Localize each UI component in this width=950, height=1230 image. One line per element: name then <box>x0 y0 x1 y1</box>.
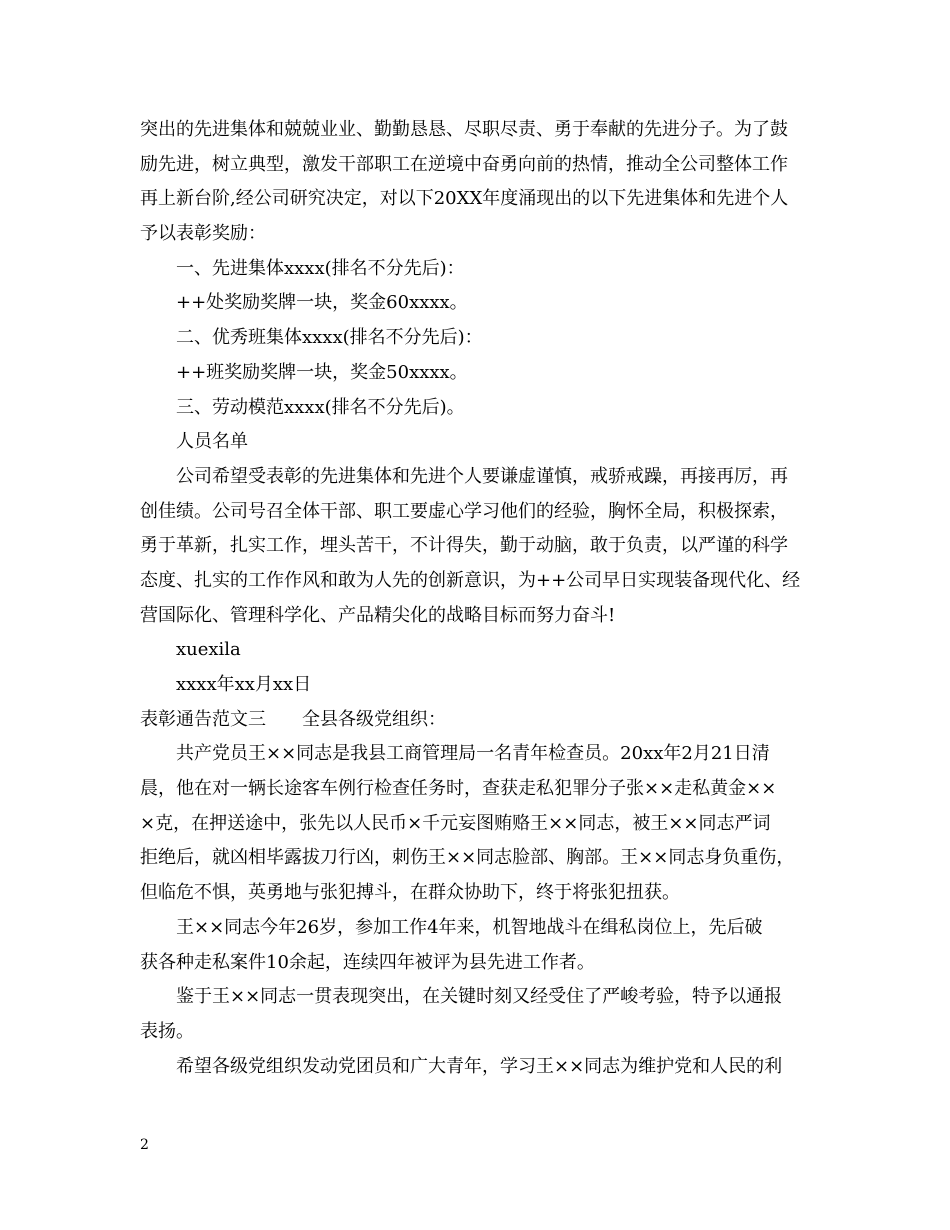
text-line <box>140 252 820 287</box>
text-line <box>140 356 820 391</box>
text-line-content: ++处奖励奖牌一块，奖金60xxxx。 <box>176 292 468 314</box>
text-line-content: 再上新台阶,经公司研究决定，对以下20XX年度涌现出的以下先进集体和先进个人 <box>140 188 789 210</box>
text-line <box>140 425 820 460</box>
text-line-content: 表扬。 <box>140 1020 194 1042</box>
text-line <box>140 391 820 426</box>
text-line-content: 二、优秀班集体xxxx(排名不分先后)： <box>176 327 483 349</box>
text-line-content: 励先进，树立典型，激发干部职工在逆境中奋勇向前的热情，推动全公司整体工作 <box>140 153 788 175</box>
text-line <box>140 113 820 148</box>
text-line-content: 获各种走私案件10余起，连续四年被评为县先进工作者。 <box>140 951 595 973</box>
text-line-content: 晨，他在对一辆长途客车例行检查任务时，查获走私犯罪分子张××走私黄金×× <box>140 778 777 800</box>
text-line <box>140 529 820 564</box>
text-line-content: 予以表彰奖励： <box>140 223 266 245</box>
text-line <box>140 1015 820 1050</box>
text-line <box>140 182 820 217</box>
text-line-content: 王××同志今年26岁，参加工作4年来，机智地战斗在缉私岗位上，先后破 <box>176 916 763 938</box>
text-line <box>140 148 820 183</box>
text-line <box>140 841 820 876</box>
text-line-content: 表彰通告范文三 <box>140 708 266 730</box>
text-line-content: ++班奖励奖牌一块，奖金50xxxx。 <box>176 361 468 383</box>
text-line <box>140 772 820 807</box>
text-line-content: 共产党员王××同志是我县工商管理局一名青年检查员。20xx年2月21日清 <box>176 743 770 765</box>
text-line-tail: 全县各级党组织： <box>302 708 446 730</box>
text-line-content: 突出的先进集体和兢兢业业、勤勤恳恳、尽职尽责、勇于奉献的先进分子。为了鼓 <box>140 119 788 140</box>
text-line-content: 鉴于王××同志一贯表现突出，在关键时刻又经受住了严峻考验，特予以通报 <box>176 986 783 1008</box>
text-line-content: xxxx年xx月xx日 <box>176 674 312 695</box>
page-number: 2 <box>140 1137 149 1153</box>
text-line <box>140 460 820 495</box>
text-line-content: 三、劳动模范xxxx(排名不分先后)。 <box>176 396 465 418</box>
text-line <box>140 495 820 530</box>
text-line <box>140 668 820 703</box>
text-line <box>140 286 820 321</box>
text-line-content: 一、先进集体xxxx(排名不分先后)： <box>176 257 465 279</box>
text-line <box>140 911 820 946</box>
text-line-content: 创佳绩。公司号召全体干部、职工要虚心学习他们的经验，胸怀全局，积极探索， <box>140 500 788 522</box>
document-body <box>140 113 820 1084</box>
text-line <box>140 703 820 738</box>
text-line-content: 勇于革新，扎实工作，埋头苦干，不计得失，勤于动脑，敢于负责，以严谨的科学 <box>140 535 788 557</box>
text-line-content: 营国际化、管理科学化、产品精尖化的战略目标而努力奋斗! <box>140 604 616 626</box>
text-line <box>140 1050 820 1085</box>
text-line-content: 态度、扎实的工作作风和敢为人先的创新意识，为++公司早日实现装备现代化、经 <box>140 569 801 591</box>
text-line-content: 但临危不惧，英勇地与张犯搏斗，在群众协助下，终于将张犯扭获。 <box>140 882 680 904</box>
text-line <box>140 321 820 356</box>
text-line <box>140 633 820 668</box>
text-line <box>140 807 820 842</box>
text-line-content: 拒绝后，就凶相毕露拔刀行凶，刺伤王××同志脸部、胸部。王××同志身负重伤， <box>140 847 795 869</box>
text-line <box>140 946 820 981</box>
text-line <box>140 980 820 1015</box>
text-line-content: 公司希望受表彰的先进集体和先进个人要谦虚谨慎，戒骄戒躁，再接再厉，再 <box>176 465 788 487</box>
text-line <box>140 737 820 772</box>
text-line-content: 人员名单 <box>176 431 248 453</box>
text-line <box>140 217 820 252</box>
text-line-content: 希望各级党组织发动党团员和广大青年，学习王××同志为维护党和人民的利 <box>176 1055 783 1077</box>
text-line <box>140 564 820 599</box>
text-line-content: ×克，在押送途中，张先以人民币×千元妄图贿赂王××同志，被王××同志严词 <box>140 812 771 834</box>
text-line <box>140 876 820 911</box>
text-line <box>140 599 820 634</box>
text-line-content: xuexila <box>176 639 241 661</box>
